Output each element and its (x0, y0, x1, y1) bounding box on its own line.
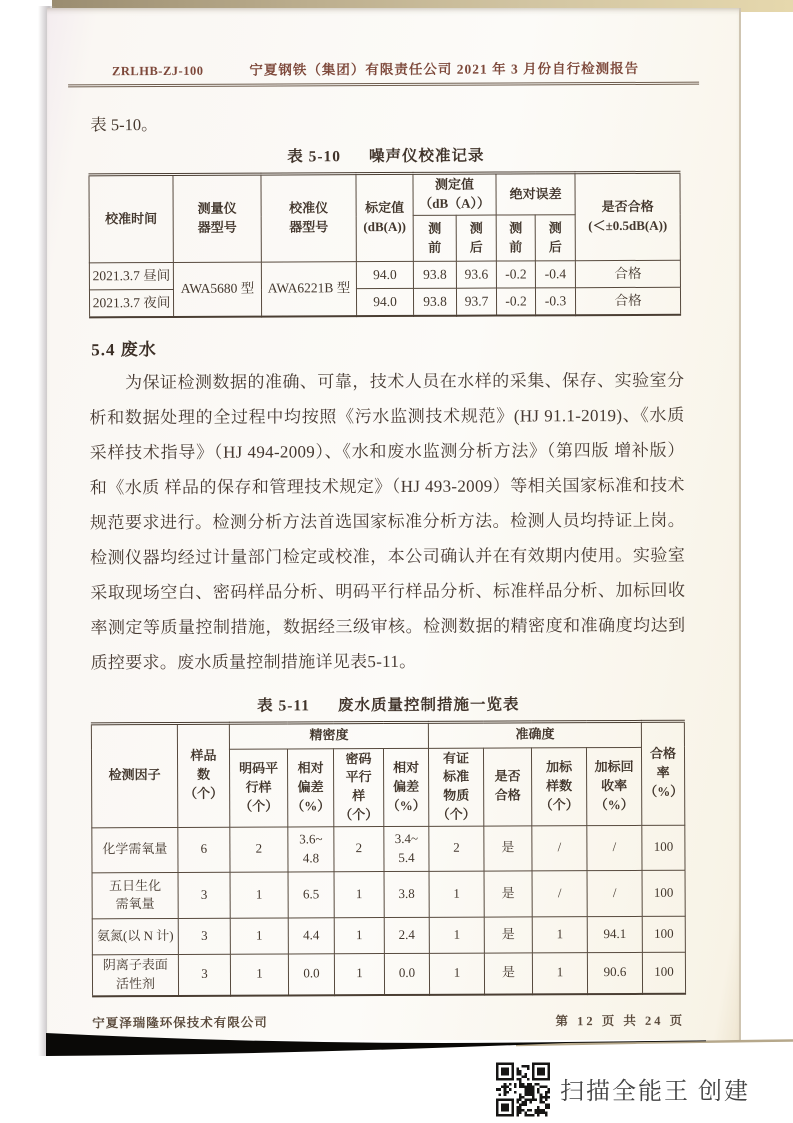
data-cell: 是 (484, 871, 532, 917)
data-cell: 93.7 (456, 288, 496, 315)
data-cell: 1 (230, 954, 288, 995)
data-cell: 93.8 (413, 261, 456, 288)
data-cell: 3 (178, 872, 230, 918)
header-cell: 标定值 (dB(A)) (356, 173, 413, 261)
header-cell: 精密度 (229, 722, 428, 749)
data-cell: 氨氮(以 N 计) (92, 918, 178, 954)
data-cell: 1 (334, 953, 384, 994)
data-cell: 0.0 (384, 953, 429, 994)
data-cell: 1 (532, 917, 587, 953)
data-cell: 6.5 (288, 872, 334, 918)
data-cell: -0.3 (535, 288, 575, 315)
table-5-11-caption-title: 废水质量控制措施一览表 (337, 695, 520, 714)
data-cell: 94.0 (356, 288, 413, 315)
header-cell: 加标回 收率 （%） (586, 747, 641, 826)
header-cell: 校准时间 (89, 174, 173, 262)
header-cell: 明码平 行样 （个） (229, 748, 287, 827)
data-cell: 2 (429, 826, 484, 871)
data-cell: 2 (230, 827, 288, 872)
data-cell: 1 (532, 953, 587, 994)
scanner-watermark-label: 扫描全能王 创建 (560, 1079, 750, 1105)
table-row (91, 721, 684, 750)
header-cell: 密码 平行 样 （个） (333, 748, 383, 827)
page-header (68, 57, 699, 88)
data-cell: 90.6 (587, 952, 642, 993)
table-row (89, 260, 680, 290)
section-paragraph: 为保证检测数据的准确、可靠，技术人员在水样的采集、保存、实验室分析和数据处理的全过程中均按照《污水监测技术规范》(HJ 91.1-2019)、《水质采样技术指导》（HJ 494-2009）、《水和废水监测分析方法》（第四版 增补版）和《水质 样品的保存和管理技术规定》（HJ 493-2009）等相关国家标准和技术规范要求进行。检测分析方法首选国家标准分析方法。检测人员均持证上岗。检测仪器均经过计量部门检定或校准，本公司确认并在有效期内使用。实验室采取现场空白、密码样品分析、明码平行样品分析、标准样品分析、加标回收率测定等质量控制措施，数据经三级审核。检测数据的精密度和准确度均达到质控要求。废水质量控制措施详见表5-11。 (89, 370, 686, 672)
header-cell: 测 前 (413, 215, 456, 261)
data-cell: 3.4~ 5.4 (384, 826, 429, 871)
header-cell: 是否 合格 (483, 747, 531, 826)
footer-page-number: 第 12 页 共 24 页 (555, 1013, 686, 1028)
data-cell: 阴离子表面 活性剂 (92, 954, 178, 996)
data-cell: 6 (178, 827, 230, 872)
footer-company: 宁夏泽瑞隆环保技术有限公司 (92, 1015, 268, 1030)
qc-measures-table (91, 719, 686, 997)
qr-code-icon (496, 1061, 550, 1118)
data-cell: 2.4 (384, 917, 429, 953)
header-cell: 合格 率 （%） (641, 721, 684, 826)
header-cell: 是否合格 (＜±0.5dB(A)) (575, 172, 680, 260)
data-cell: 94.0 (356, 261, 413, 288)
data-cell: 0.0 (288, 954, 334, 995)
data-cell: 1 (334, 917, 384, 953)
document-code: ZRLHB-ZJ-100 (111, 63, 204, 79)
data-cell: 1 (429, 917, 484, 953)
table-row (92, 825, 685, 873)
data-cell: -0.2 (496, 288, 535, 315)
header-cell: 样品 数 （个） (177, 723, 229, 828)
header-cell: 相对 偏差 （%） (287, 748, 333, 827)
header-cell: 校准仪 器型号 (261, 174, 356, 262)
data-cell: 100 (642, 825, 685, 870)
data-cell: 93.6 (456, 261, 496, 288)
data-cell: 93.8 (413, 288, 456, 315)
table-5-10-caption-label: 表 5-10 (287, 148, 342, 166)
header-cell: 检测因子 (91, 723, 177, 828)
document-page (47, 8, 741, 1040)
data-cell: 2021.3.7 昼间 (89, 262, 173, 289)
data-cell: AWA5680 型 (173, 262, 261, 316)
data-cell: -0.2 (496, 261, 535, 288)
data-cell: 1 (230, 918, 288, 954)
header-cell: 相对 偏差 （%） (383, 748, 428, 827)
data-cell: 1 (429, 871, 484, 917)
data-cell: 4.4 (288, 918, 334, 954)
document-title: 宁夏钢铁（集团）有限责任公司 2021 年 3 月份自行检测报告 (249, 60, 640, 78)
header-cell: 测 前 (496, 215, 535, 261)
data-cell: 2021.3.7 夜间 (89, 289, 173, 316)
data-cell: 1 (429, 953, 484, 994)
table-5-10-caption-title: 噪声仪校准记录 (369, 147, 485, 166)
table-5-11-caption (91, 691, 686, 716)
noise-calibration-table (88, 171, 681, 318)
section-heading: 5.4 废水 (91, 339, 157, 359)
data-cell: AWA6221B 型 (261, 262, 356, 316)
table-5-10-caption (88, 143, 683, 168)
data-cell: 2 (334, 826, 384, 871)
data-cell: 100 (642, 870, 685, 916)
data-cell: 化学需氧量 (92, 827, 178, 872)
header-cell: 测定值 （dB（A）） (413, 173, 496, 215)
lead-sentence: 表 5-10。 (90, 115, 158, 135)
header-cell: 测 后 (456, 215, 496, 261)
data-cell: / (532, 826, 587, 871)
header-cell: 有证 标准 物质 （个） (428, 748, 483, 827)
data-cell: 3 (178, 918, 230, 954)
table-row (92, 870, 685, 919)
table-row (89, 172, 680, 217)
data-cell: 合格 (575, 260, 680, 287)
data-cell: 1 (334, 871, 384, 917)
table-row (92, 952, 685, 996)
data-cell: 100 (642, 916, 685, 952)
data-cell: / (532, 871, 587, 917)
table-5-11-caption-label: 表 5-11 (257, 696, 311, 715)
data-cell: 1 (230, 872, 288, 918)
header-cell: 加标 样数 （个） (531, 747, 586, 826)
data-cell: 合格 (576, 287, 681, 314)
header-cell: 准确度 (428, 721, 641, 748)
header-cell: 测量仪 器型号 (173, 174, 261, 262)
scan-shadow-bottom (46, 1030, 793, 1064)
header-cell: 测 后 (535, 215, 575, 261)
data-cell: 94.1 (587, 916, 642, 952)
data-cell: / (587, 870, 642, 916)
data-cell: 3.8 (384, 871, 429, 917)
data-cell: 是 (484, 917, 532, 953)
data-cell: 3.6~ 4.8 (288, 827, 334, 872)
data-cell: 100 (642, 952, 685, 993)
page-footer (92, 1010, 687, 1031)
data-cell: 是 (484, 826, 532, 871)
header-cell: 绝对误差 (496, 173, 575, 215)
page-content (45, 6, 741, 1041)
data-cell: / (587, 825, 642, 870)
data-cell: 是 (484, 953, 532, 994)
data-cell: 3 (178, 954, 230, 995)
data-cell: 五日生化 需氧量 (92, 872, 178, 918)
table-row (92, 916, 685, 955)
data-cell: -0.4 (535, 261, 575, 288)
